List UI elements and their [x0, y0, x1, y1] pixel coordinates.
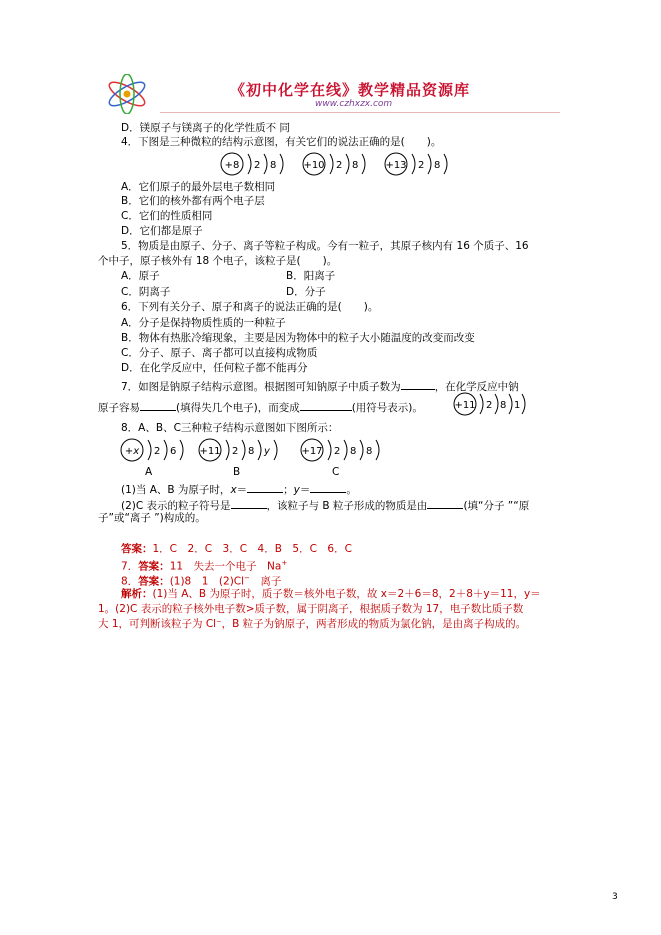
- q4-option-b: B．它们的核外都有两个电子层: [121, 195, 265, 207]
- analysis-line-1: [121, 588, 541, 601]
- q8-sub1-y: y: [293, 484, 300, 496]
- q4-option-a: A．它们原子的最外层电子数相同: [121, 181, 276, 193]
- q5-option-d: D．分子: [286, 286, 326, 298]
- q5-line2: [98, 255, 337, 268]
- q8-sub2-mid: ，该粒子与 B 粒子形成的物质是由: [266, 500, 428, 512]
- q8-sub1-sep: ；: [283, 484, 294, 496]
- q8-sub1-eq1: ＝: [236, 484, 248, 496]
- q7-line2: [98, 399, 423, 415]
- q4-stem-text: 4．下图是三种微粒的结构示意图，有关它们的说法正确的是(: [121, 136, 405, 148]
- q8-blank-symbol[interactable]: [231, 497, 267, 509]
- q8-diagram-b: [199, 439, 277, 461]
- q4-d3-shell-2: 8: [434, 160, 441, 171]
- q6-stem-text: 6．下列有关分子、原子和离子的说法正确的是(: [121, 301, 342, 313]
- q8-sub2-text: (2)C 表示的粒子符号是: [121, 500, 231, 512]
- q7-shell-3: 1: [514, 400, 521, 411]
- q8-label-b: B: [233, 466, 241, 478]
- q3-option-d: D．镁原子与镁离子的化学性质不 同: [121, 122, 290, 134]
- q7-line2-mid: (填得失几个电子)，而变成: [176, 402, 300, 414]
- q6-stem-end: )。: [363, 301, 379, 313]
- q8-sub2-end: (填“分子 ”“原: [463, 500, 530, 512]
- q4-stem-end: )。: [426, 136, 442, 148]
- q8-b-nucleus: +11: [199, 446, 221, 457]
- analysis-line-2: 1。(2)C 表示的粒子核外电子数>质子数，属于阴离子，根据质子数为 17，电子数比质子数: [98, 603, 524, 615]
- q8-c-nucleus: +17: [301, 446, 323, 457]
- answer-8-tail: 离子: [249, 575, 282, 588]
- q8-a-shell-1: 2: [154, 446, 161, 457]
- q8-label-c: C: [332, 466, 340, 478]
- q8-a-shell-2: 6: [170, 446, 177, 457]
- q8-structure-diagrams: [118, 436, 388, 464]
- q5-line1: 5．物质是由原子、分子、离子等粒子构成。今有一粒子，其原子核内有 16 个质子、16: [121, 240, 529, 252]
- answer-7-text: 11 失去一个电子 Na: [169, 560, 282, 573]
- q4-d2-nucleus: +10: [303, 160, 325, 171]
- q5-option-a: A．原子: [121, 270, 160, 282]
- answer-7-label: 答案：: [138, 560, 170, 573]
- q4-structure-diagrams: [218, 150, 448, 178]
- q8-sub1-eq2: ＝: [299, 484, 311, 496]
- q7-line2-text: 原子容易: [98, 402, 140, 414]
- analysis-line-3: 大 1，可判断该粒子为 Cl⁻，B 粒子为钠原子，两者形成的物质为氯化钠，是由离子构成的。: [98, 618, 527, 630]
- q6-option-c: C．分子、原子、离子都可以直接构成物质: [121, 347, 318, 359]
- q8-b-shell-3: y: [264, 446, 270, 457]
- q4-d1-shell-2: 8: [270, 160, 277, 171]
- q5-option-b: B．阳离子: [286, 270, 336, 282]
- q8-a-nucleus: +x: [124, 446, 140, 457]
- q8-sub1-text: (1)当 A、B 为原子时，: [121, 484, 231, 496]
- q8-sub1-x: x: [230, 484, 237, 496]
- q5-option-c: C．阴离子: [121, 286, 171, 298]
- q8-sub1: [121, 481, 357, 497]
- answer-8-sup: −: [244, 574, 250, 582]
- q8-diagram-a: [121, 439, 183, 461]
- q7-shell-2: 8: [500, 400, 507, 411]
- q6-option-b: B．物体有热胀冷缩现象，主要是因为物体中的粒子大小随温度的改变而改变: [121, 332, 475, 344]
- q8-c-shell-2: 8: [350, 446, 357, 457]
- answer-1-6-text: 1．C 2．C 3．C 4．B 5．C 6．C: [152, 543, 352, 555]
- q6-option-a: A．分子是保持物质性质的一种粒子: [121, 317, 286, 329]
- analysis-label: 解析：: [121, 588, 153, 600]
- q8-label-a: A: [145, 466, 153, 478]
- q4-diagram-2: [303, 153, 365, 175]
- answer-1-6: [121, 543, 352, 556]
- answer-7-num: 7．: [121, 560, 139, 573]
- answer-8-num: 8．: [121, 575, 139, 588]
- answer-7-sup: +: [281, 559, 288, 567]
- q8-c-shell-3: 8: [366, 446, 373, 457]
- q4-diagram-1: [221, 153, 283, 175]
- q5-line2-text: 个中子，原子核外有 18 个电子，该粒子是(: [98, 255, 301, 267]
- q7-line1-text: 7．如图是钠原子结构示意图。根据图可知钠原子中质子数为: [121, 381, 401, 393]
- q8-blank-x[interactable]: [247, 481, 283, 493]
- q4-stem: [121, 136, 441, 149]
- answer-8-label: 答案：: [138, 575, 170, 588]
- q7-blank-symbol[interactable]: [300, 399, 352, 411]
- atom-logo-icon: [104, 74, 150, 114]
- q8-c-shell-1: 2: [334, 446, 341, 457]
- banner-divider: [160, 112, 560, 113]
- q7-blank-electron[interactable]: [140, 399, 176, 411]
- q7-nucleus: +11: [454, 400, 476, 411]
- answer-label: 答案：: [121, 543, 153, 555]
- q4-d3-shell-1: 2: [418, 160, 425, 171]
- q4-option-c: C．它们的性质相同: [121, 210, 213, 222]
- page-number: 3: [612, 892, 618, 902]
- q8-sub1-end: 。: [346, 484, 357, 496]
- q8-diagram-c: [301, 439, 379, 461]
- q4-d2-shell-2: 8: [352, 160, 359, 171]
- q8-stem: 8．A、B、C三种粒子结构示意图如下图所示：: [121, 422, 339, 434]
- q7-line1-end: ，在化学反应中钠: [434, 381, 519, 393]
- analysis-l1: (1)当 A、B 为原子时，质子数＝核外电子数，故 x＝2＋6＝8，2＋8＋y＝11，y＝: [152, 588, 541, 600]
- q7-line2-end: (用符号表示)。: [351, 402, 423, 414]
- q4-diagram-3: [385, 153, 447, 175]
- q6-stem: [121, 301, 378, 314]
- q8-sub2-line2: 子”或“离子 ”)构成的。: [98, 512, 206, 524]
- q8-blank-y[interactable]: [310, 481, 346, 493]
- q5-line2-end: )。: [322, 255, 338, 267]
- q4-d1-shell-1: 2: [254, 160, 261, 171]
- header-banner: [100, 72, 560, 116]
- q8-blank-type[interactable]: [427, 497, 463, 509]
- answer-8-text: (1)8 1 (2)Cl: [169, 575, 245, 588]
- q7-blank-protons[interactable]: [401, 378, 435, 390]
- q4-option-d: D．它们都是原子: [121, 225, 203, 237]
- q8-sub2: [121, 497, 529, 513]
- q7-sodium-diagram: [452, 391, 532, 417]
- answer-8: [121, 572, 281, 589]
- q4-d2-shell-1: 2: [336, 160, 343, 171]
- banner-url: www.czhxzx.com: [315, 99, 393, 109]
- q8-b-shell-2: 8: [248, 446, 255, 457]
- q8-b-shell-1: 2: [232, 446, 239, 457]
- banner-title: 《初中化学在线》教学精品资源库: [230, 81, 471, 99]
- q7-shell-1: 2: [486, 400, 493, 411]
- q6-option-d: D．在化学反应中，任何粒子都不能再分: [121, 362, 308, 374]
- q4-d3-nucleus: +13: [385, 160, 407, 171]
- q4-d1-nucleus: +8: [224, 160, 240, 171]
